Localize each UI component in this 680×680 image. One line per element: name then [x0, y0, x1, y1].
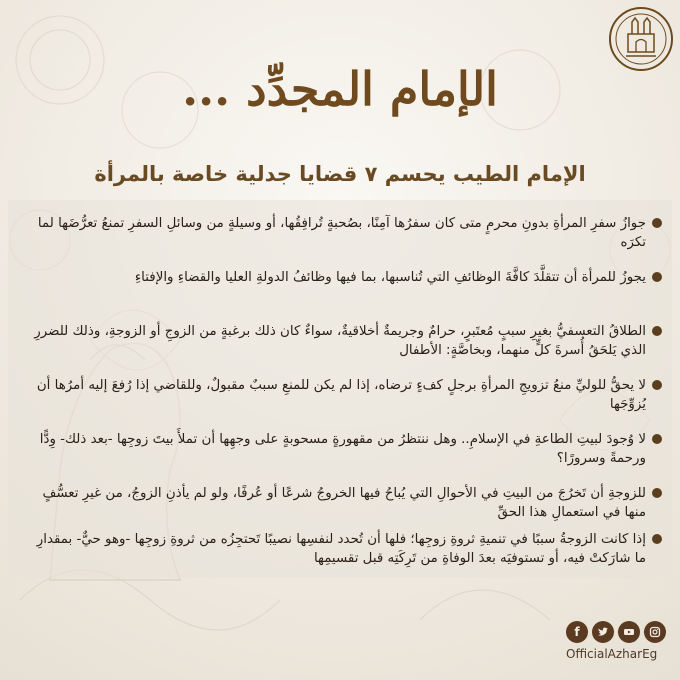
item-text: جوازُ سفرِ المرأةِ بدونِ محرمٍ متى كان سفرُها آمِنًا، بصُحبةٍ تُرافِقُها، أو وسيلةٍ من وسائلِ السفرِ تمنعُ تعرُّضَها لما تكرَه — [37, 216, 646, 250]
item-text: لا يحقُّ للوليِّ منعُ تزويجِ المرأةِ برجلٍ كفءٍ ترضاه، إذا لم يكن للمنعِ سببٌ مقبولٌ، وللقاضي إذا رُفعَ إليه أمرُها أن يُزوِّجَها — [36, 378, 646, 412]
list-item — [26, 430, 662, 468]
item-text: الطلاقُ التعسفيُّ بغيرِ سببٍ مُعتَبرٍ، حرامٌ وجريمةٌ أخلاقيةٌ، سواءٌ كان ذلك برغبةٍ من الزوجِ أو الزوجةِ، وذلك للضررِ الذي يَلحَقُ أُسرةَ كلٍّ منهما، وبخاصَّةٍ: الأطفال — [34, 324, 646, 358]
twitter-icon[interactable] — [592, 621, 614, 643]
bullet-icon — [652, 326, 662, 336]
item-text: للزوجةِ أن تَخرُجَ من البيتِ في الأحوالِ التي يُباحُ فيها الخروجُ شرعًا أو عُرفًا، ولو لم يأذنِ الزوجُ، من غيرِ تعسُّفٍ منها في استعمالِ هذا الحقِّ — [42, 486, 646, 520]
list-item — [26, 214, 662, 252]
instagram-icon[interactable] — [644, 621, 666, 643]
bullet-icon — [652, 272, 662, 282]
content-panel — [8, 200, 672, 578]
list-item — [26, 322, 662, 360]
item-text: لا وُجودَ لبيتِ الطاعةِ في الإسلامِ.. وهل ننتظرُ من مقهورةٍ مسحوبةٍ على وجهِها أن تملأَ بيتَ زوجِها -بعد ذلك- وِدًّا ورحمةً وسرورًا؟ — [39, 432, 646, 466]
page-subtitle: الإمام الطيب يحسم ٧ قضايا جدلية خاصة بالمرأة — [94, 162, 586, 186]
list-item — [26, 268, 662, 287]
bullet-icon — [652, 218, 662, 228]
list-item — [26, 376, 662, 414]
list-item — [26, 484, 662, 522]
bullet-icon — [652, 534, 662, 544]
page-title: الإمام المجدِّد ... — [182, 62, 498, 116]
social-icons — [566, 621, 666, 643]
social-handle[interactable]: OfficialAzharEg — [566, 647, 658, 661]
item-text: إذا كانت الزوجةُ سببًا في تنميةِ ثروةِ زوجِها؛ فلها أن تُحدد لنفسِها نصيبًا تَحتجِزُه من ثروةِ زوجِها -وهو حيٌّ- بمقدارِ ما شارَكتْ فيه، أو تستوفيَه بعدَ الوفاةِ من تَرِكَتِه قبل تقسيمِها — [36, 532, 646, 566]
list-item — [26, 530, 662, 568]
bullet-icon — [652, 488, 662, 498]
bullet-icon — [652, 380, 662, 390]
youtube-icon[interactable] — [618, 621, 640, 643]
facebook-icon[interactable]: f — [566, 621, 588, 643]
item-text: يجوزُ للمرأة أن تتقلَّدَ كافَّةَ الوظائفِ التي تُناسبها، بما فيها وظائفُ الدولةِ العليا والقضاءِ والإفتاءِ — [134, 270, 646, 285]
bullet-icon — [652, 434, 662, 444]
